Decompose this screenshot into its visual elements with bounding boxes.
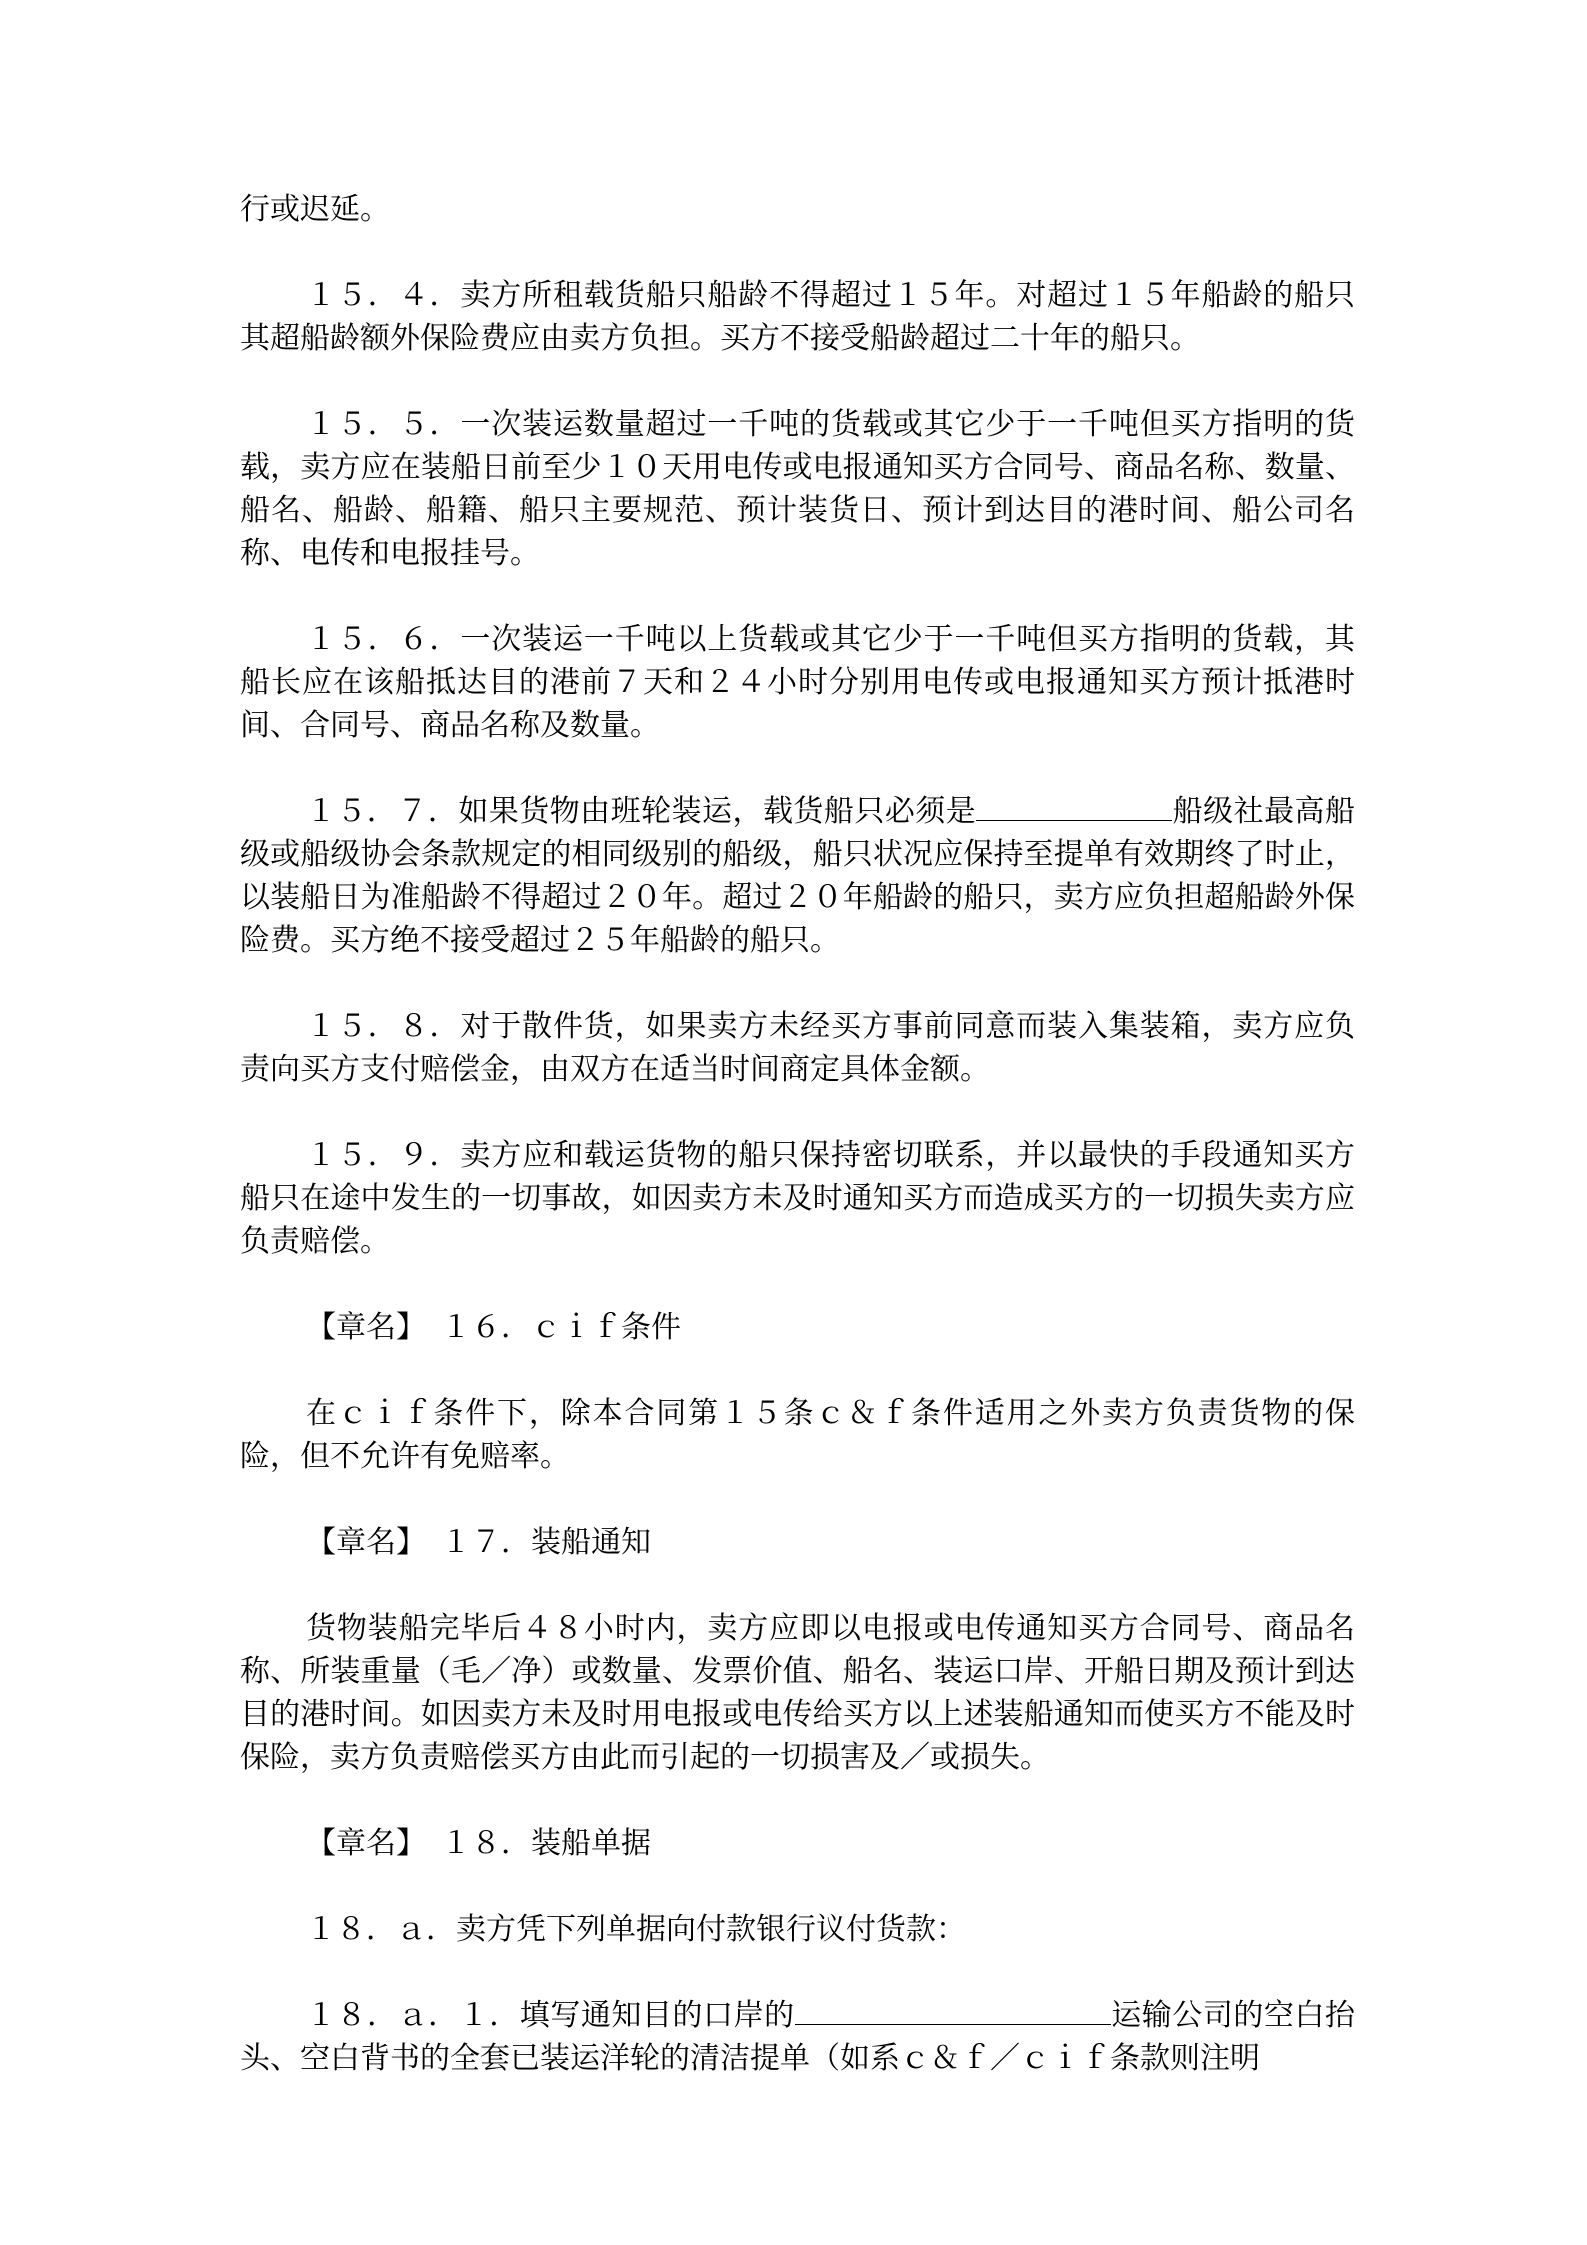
paragraph-continuation: 行或迟延。 xyxy=(240,192,390,227)
clause-15-7 xyxy=(240,790,1355,962)
clause-15-4: １５．４．卖方所租载货船只船龄不得超过１５年。对超过１５年船龄的船只其超船龄额外保险费应由卖方负担。买方不接受船龄超过二十年的船只。 xyxy=(240,278,1355,356)
chapter-16-body: 在ｃｉｆ条件下，除本合同第１５条ｃ＆ｆ条件适用之外卖方负责货物的保险，但不允许有免赔率。 xyxy=(240,1396,1355,1474)
clause-18-a-1-after: 运输公司的空白抬头、空白背书的全套已装运洋轮的清洁提单（如系ｃ＆ｆ／ｃｉｆ条款则注明 xyxy=(240,1998,1356,2076)
fill-in-blank-shipping-company xyxy=(795,1994,1111,2025)
chapter-heading-17: 【章名】 １７．装船通知 xyxy=(306,1525,651,1560)
chapter-17-body: 货物装船完毕后４８小时内，卖方应即以电报或电传通知买方合同号、商品名称、所装重量（毛／净）或数量、发票价值、船名、装运口岸、开船日期及预计到达目的港时间。如因卖方未及时用电报或电传给买方以上述装船通知而使买方不能及时保险，卖方负责赔偿买方由此而引起的一切损害及／或损失。 xyxy=(240,1611,1355,1775)
clause-15-8: １５．８．对于散件货，如果卖方未经买方事前同意而装入集装箱，卖方应负责向买方支付赔偿金，由双方在适当时间商定具体金额。 xyxy=(240,1009,1355,1087)
clause-15-7-before: １５．７．如果货物由班轮装运，载货船只必须是 xyxy=(306,794,977,829)
chapter-heading-16: 【章名】 １６．ｃｉｆ条件 xyxy=(306,1310,681,1345)
clause-15-7-after: 船级社最高船级或船级协会条款规定的相同级别的船级，船只状况应保持至提单有效期终了时止，以装船日为准船龄不得超过２０年。超过２０年船龄的船只，卖方应负担超船龄外保险费。买方绝不接受超过２５年船龄的船只。 xyxy=(240,794,1356,958)
clause-18-a-1 xyxy=(240,1994,1355,2080)
document-page xyxy=(240,188,1355,2123)
clause-15-5: １５．５．一次装运数量超过一千吨的货载或其它少于一千吨但买方指明的货载，卖方应在装船日前至少１０天用电传或电报通知买方合同号、商品名称、数量、船名、船龄、船籍、船只主要规范、预计装货日、预计到达目的港时间、船公司名称、电传和电报挂号。 xyxy=(240,407,1355,571)
clause-18-a: １８．ａ．卖方凭下列单据向付款银行议付货款： xyxy=(306,1912,966,1947)
clause-15-6: １５．６．一次装运一千吨以上货载或其它少于一千吨但买方指明的货载，其船长应在该船抵达目的港前７天和２４小时分别用电传或电报通知买方预计抵港时间、合同号、商品名称及数量。 xyxy=(240,622,1355,743)
chapter-heading-18: 【章名】 １８．装船单据 xyxy=(306,1826,651,1861)
fill-in-blank-classification-society xyxy=(976,790,1172,821)
clause-15-9: １５．９．卖方应和载运货物的船只保持密切联系，并以最快的手段通知买方船只在途中发生的一切事故，如因卖方未及时通知买方而造成买方的一切损失卖方应负责赔偿。 xyxy=(240,1138,1355,1259)
clause-18-a-1-before: １８．ａ．１．填写通知目的口岸的 xyxy=(306,1998,795,2033)
